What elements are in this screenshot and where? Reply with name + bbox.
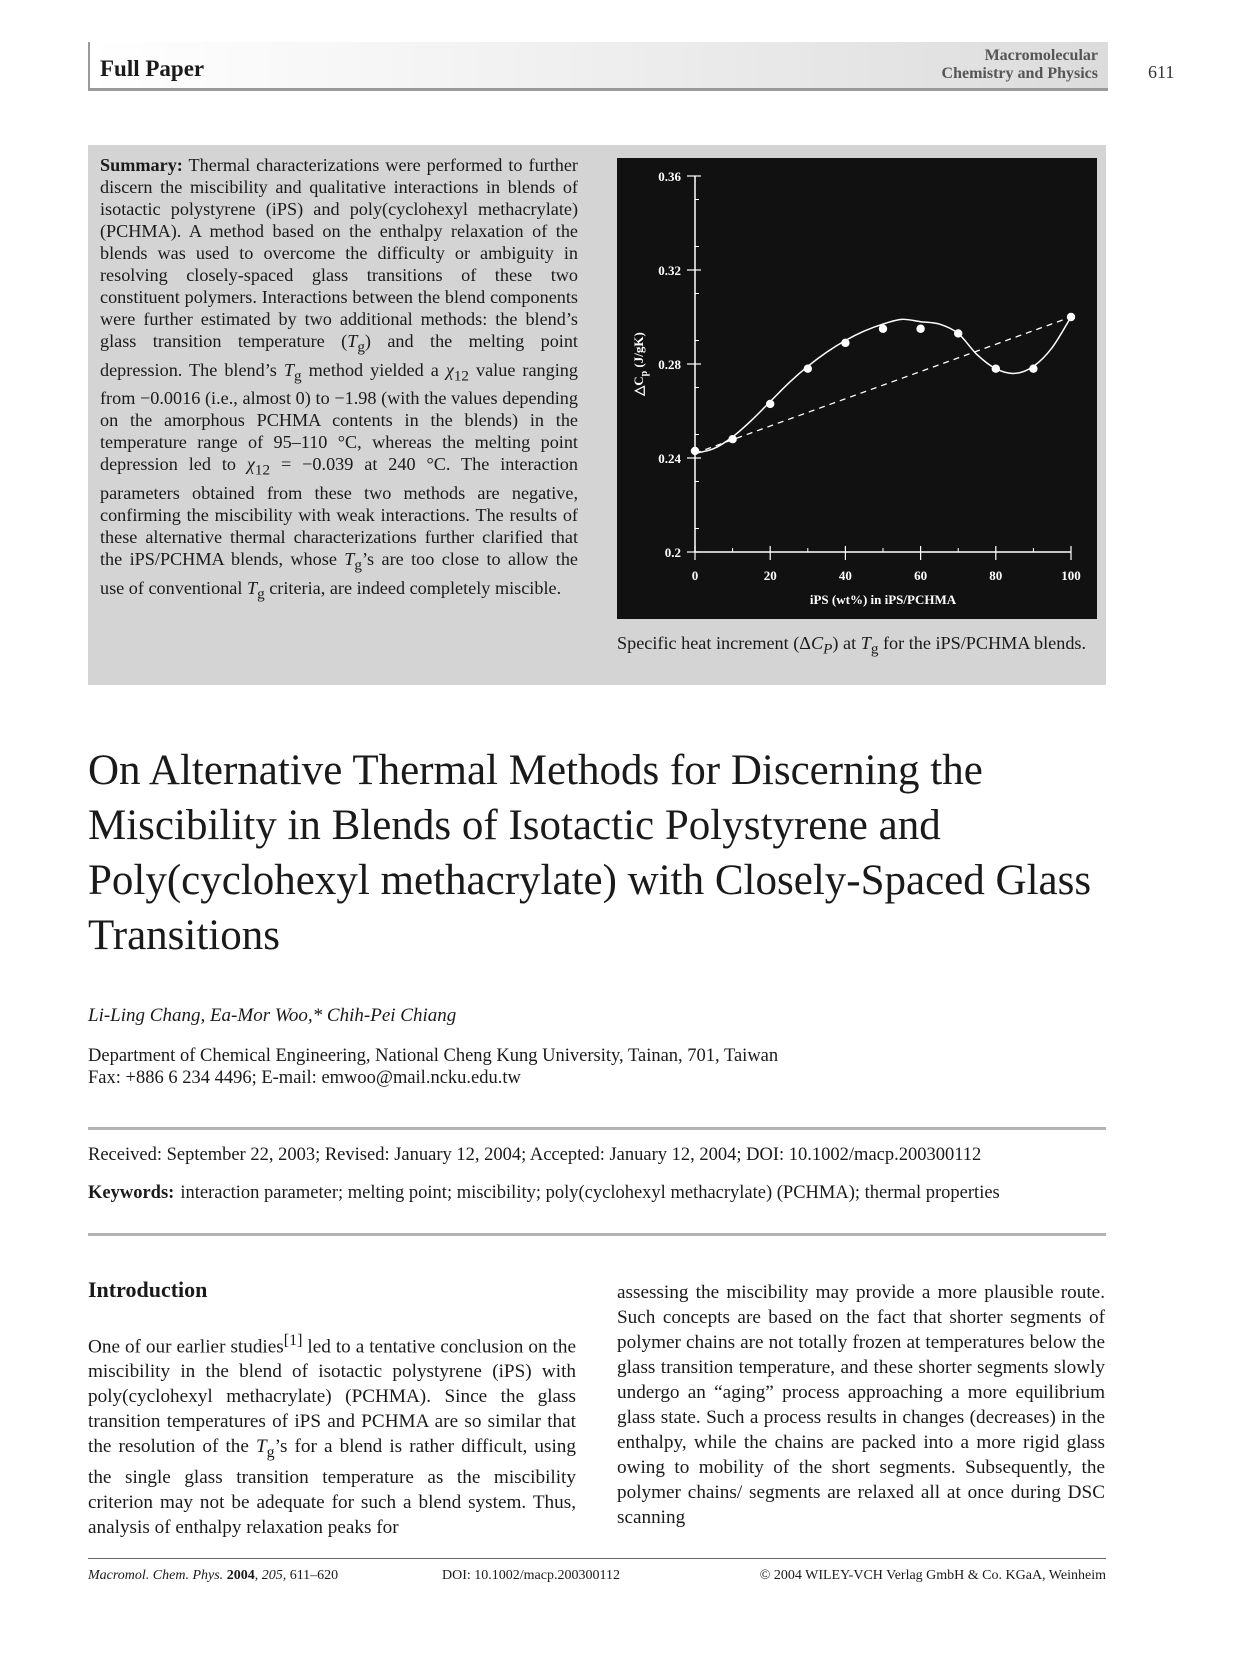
y-tick-label: 0.36	[658, 169, 681, 184]
x-tick-label: 20	[763, 568, 777, 583]
y-axis-label: $\triangle C_p$ (J/gK)	[631, 332, 650, 396]
intro-text: ’s for a blend is rather difficult, using the single glass transition temperature as the miscibility criterion may not be adequate for such a blend system. Thus, analysis of enthalpy relaxation peaks for	[88, 1436, 576, 1539]
summary-text: = −0.039 at 240 °C. The interaction parameters obtained from these two methods are negative, confirming the miscibility with weak interactions. The results of these alternative thermal characterizations further clarified that the iPS/PCHMA blends, whose	[100, 454, 578, 569]
cp-subscript: P	[823, 640, 833, 658]
summary-text: Thermal characterizations were performed to further discern the miscibility and qualitative interactions in blends of isotactic polystyrene (iPS) and poly(cyclohexyl methacrylate) (PCHMA). A method based on the enthalpy relaxation of the blends was used to overcome the difficulty or ambiguity in resolving closely-spaced glass transitions of these two constituent polymers. Interactions between the blend components were further estimated by two additional methods: the blend’s glass transition temperature (	[100, 155, 578, 351]
cp-symbol: C	[811, 633, 824, 653]
x-axis-label: iPS (wt%) in iPS/PCHMA	[809, 592, 957, 607]
tg-subscript: g	[354, 556, 362, 574]
received-dates: Received: September 22, 2003; Revised: January 12, 2004; Accepted: January 12, 2004; DOI: 10.1002/macp.200300112	[88, 1145, 982, 1165]
data-point	[728, 435, 736, 443]
y-tick-label: 0.24	[658, 451, 681, 466]
keywords-label: Keywords:	[88, 1183, 175, 1203]
tg-symbol: T	[347, 331, 358, 351]
x-tick-label: 80	[989, 568, 1003, 583]
chart-figure	[617, 158, 1097, 619]
footer-copyright: © 2004 WILEY-VCH Verlag GmbH & Co. KGaA, Weinheim	[759, 1568, 1106, 1583]
tg-symbol: T	[860, 633, 871, 653]
chi-symbol: χ	[246, 454, 255, 475]
chi-symbol: χ	[445, 359, 454, 380]
divider-bottom	[88, 1233, 1106, 1236]
chi-subscript: 12	[453, 367, 469, 385]
figure-caption	[617, 632, 1097, 661]
footer-volume: 205	[261, 1568, 283, 1583]
keywords-text: interaction parameter; melting point; miscibility; poly(cyclohexyl methacrylate) (PCHMA); thermal properties	[180, 1183, 1000, 1203]
summary-text: value ranging from −0.0016 (i.e., almost 0) to −1.98 (with the values depending on the amorphous PCHMA contents in the blends) in the temperature range of 95–110 °C, whereas the melting point depression led to	[100, 359, 578, 475]
caption-text: ) at	[832, 633, 861, 653]
keywords	[88, 1183, 1000, 1204]
tg-symbol: T	[255, 1436, 267, 1458]
y-tick-label: 0.28	[658, 357, 681, 372]
tg-subscript: g	[870, 640, 879, 658]
summary-text: ) and the melting point depression. The blend’s	[100, 331, 578, 380]
summary-text: method yielded a	[301, 359, 446, 380]
citation-ref: [1]	[283, 1332, 303, 1349]
journal-name-line1: Macromolecular	[984, 47, 1098, 64]
data-point	[804, 365, 812, 373]
chart-svg	[617, 158, 1097, 619]
tg-subscript: g	[266, 1444, 275, 1462]
additivity-line	[695, 317, 1071, 453]
tg-symbol: T	[344, 548, 355, 569]
caption-text: for the iPS/PCHMA blends.	[878, 633, 1087, 653]
footer-pages: 611–620	[289, 1568, 339, 1583]
paper-title: On Alternative Thermal Methods for Discerning the Miscibility in Blends of Isotactic Polystyrene and Poly(cyclohexyl methacrylate) with Closely-Spaced Glass Transitions	[88, 747, 1092, 959]
data-point	[841, 339, 849, 347]
data-point	[1067, 313, 1075, 321]
footer-journal: Macromol. Chem. Phys.	[88, 1568, 224, 1583]
summary-text: ’s are too close to allow the use of conventional	[100, 548, 578, 598]
intro-text: led to a tentative conclusion on the miscibility in the blend of isotactic polystyrene (iPS) with poly(cyclohexyl methacrylate) (PCHMA). Since the glass transition temperatures of iPS and PCHMA are so similar that the resolution of the	[88, 1336, 576, 1458]
tg-subscript: g	[257, 585, 265, 603]
footer-rule	[88, 1558, 1106, 1559]
affiliation	[88, 1045, 778, 1089]
y-tick-label: 0.32	[658, 263, 681, 278]
x-tick-label: 40	[838, 568, 852, 583]
data-point	[879, 325, 887, 333]
caption-text: Specific heat increment (Δ	[617, 633, 811, 653]
intro-text: One of our earlier studies	[88, 1336, 284, 1358]
intro-column-left	[88, 1328, 576, 1540]
data-point	[954, 329, 962, 337]
summary-text: criteria, are indeed completely miscible.	[264, 577, 562, 598]
footer-citation: Macromol. Chem. Phys. 2004, 205, 611–620	[88, 1568, 339, 1583]
summary-label: Summary:	[100, 155, 183, 175]
divider-top	[88, 1127, 1106, 1130]
y-tick-label: 0.2	[664, 545, 681, 560]
section-heading-introduction: Introduction	[88, 1277, 208, 1302]
chi-subscript: 12	[254, 461, 271, 479]
journal-name-line2: Chemistry and Physics	[941, 65, 1098, 82]
tg-symbol: T	[283, 359, 294, 380]
intro-column-right	[617, 1280, 1105, 1530]
data-point	[766, 400, 774, 408]
x-tick-label: 60	[914, 568, 928, 583]
footer-year: 2004	[226, 1568, 255, 1583]
data-point	[691, 447, 699, 455]
data-point	[992, 365, 1000, 373]
authors: Li-Ling Chang, Ea-Mor Woo,* Chih-Pei Chiang	[88, 1005, 457, 1026]
x-tick-label: 0	[691, 568, 699, 583]
footer-doi: DOI: 10.1002/macp.200300112	[442, 1568, 620, 1583]
page-number: 611	[1148, 62, 1175, 82]
affiliation-line2: Fax: +886 6 234 4496; E-mail: emwoo@mail.ncku.edu.tw	[88, 1068, 521, 1088]
tg-subscript: g	[357, 338, 365, 356]
affiliation-line1: Department of Chemical Engineering, National Cheng Kung University, Tainan, 701, Taiwan	[88, 1046, 779, 1066]
summary	[100, 154, 578, 605]
article-type: Full Paper	[100, 56, 205, 81]
x-tick-label: 100	[1061, 568, 1081, 583]
tg-subscript: g	[294, 367, 302, 385]
data-point	[916, 325, 924, 333]
journal-name	[942, 47, 1098, 83]
intro-text: assessing the miscibility may provide a more plausible route. Such concepts are based on the fact that shorter segments of polymer chains are not totally frozen at temperatures below the glass transition temperature, and these shorter segments slowly undergo an “aging” process approaching a more equilibrium glass state. Such a process results in changes (decreases) in the enthalpy, while the chains are packed into a more rigid glass owing to mobility of the short segments. Subsequently, the polymer chains/ segments are relaxed all at once during DSC scanning	[617, 1282, 1105, 1528]
data-point	[1029, 365, 1037, 373]
tg-symbol: T	[246, 577, 258, 598]
